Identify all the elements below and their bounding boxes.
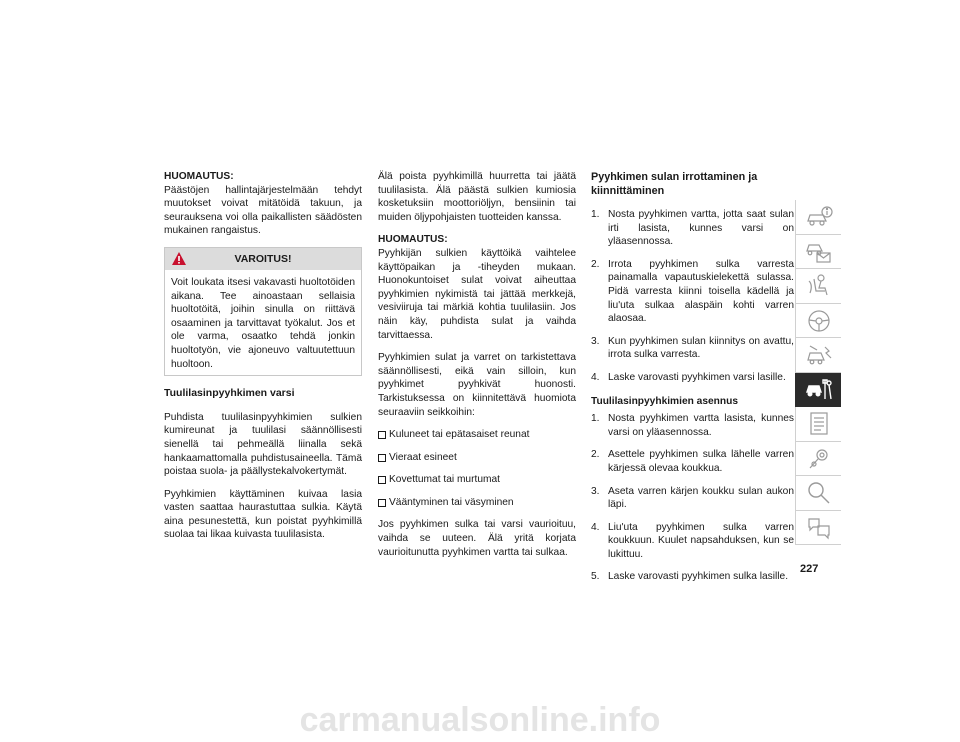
step-item [591,371,794,385]
section-title: Tuulilasinpyyhkimen varsi [164,387,295,400]
step-item [591,258,794,326]
paragraph: Älä poista pyyhkimillä huurretta tai jäätä tuulilasista. Älä päästä sulkien kumiosia kosketuksiin moottoriöljyn, bensiinin tai muiden öljypohjaisten tuotteiden kanssa. [378,171,576,223]
tab-wrench-gear[interactable] [795,442,841,477]
tab-checklist[interactable] [795,407,841,442]
chapter-tabs [795,200,841,545]
tab-car-crash[interactable] [795,338,841,373]
step-text: Laske varovasti pyyhkimen varsi lasille. [608,371,786,383]
bullet-text: Kuluneet tai epätasaiset reunat [389,429,530,441]
car-wrench-icon [805,377,833,402]
note-1 [164,170,362,238]
note-2-title: HUOMAUTUS: [378,234,448,246]
warning-text: Voit loukata itsesi vakavasti huoltotöiden aikana. Tee ainoastaan sellaisia huoltotöitä, joihin sinulla on riittävä osaaminen ja tarvittavat työkalut. Jos et ole varma, osaatko tehdä jonkin huoltotyön, vie ajoneuvo valtuutettuun huoltoon. [171,276,355,370]
magnifier-icon [805,480,833,505]
step-item [591,208,794,249]
paragraph: Pyyhkimien sulat ja varret on tarkistettava säännöllisesti, eikä vain silloin, kun pyyhkimet pyyhkivät huonosti. Tarkistuksessa on kiinnitettävä huomiota seuraaviin seikkoihin: [378,352,576,418]
warning-box [164,247,362,376]
step-item [591,448,794,475]
checkbox-bullet-icon [378,499,386,507]
column-right [591,170,794,594]
step-item [591,485,794,512]
wrench-gear-icon [805,446,833,471]
tab-car-wrench[interactable] [795,373,841,408]
column-left [164,170,362,551]
step-number: 4. [591,521,600,533]
step-number: 3. [591,485,600,497]
step-text: Liu'uta pyyhkimen sulka varren koukkuun. Kuulet napsahduksen, kun se lukittuu. [608,521,794,560]
step-text: Nosta pyyhkimen vartta, jotta saat sulan irti lasista, kunnes varsi on yläasennossa. [608,209,794,248]
step-text: Asettele pyyhkimen sulka lähelle varren kärjessä olevaa koukkua. [608,449,794,474]
checkbox-bullet-icon [378,476,386,484]
note-1-text: Päästöjen hallintajärjestelmään tehdyt muutokset voivat mitätöidä takuun, ja seurauksena voi olla paikallisten säädösten mukainen rangaistus. [164,184,362,237]
step-number: 3. [591,335,600,347]
step-item [591,335,794,362]
page-number: 227 [800,563,819,575]
bullet-text: Kovettumat tai murtumat [389,474,500,486]
seat-person-icon [805,273,833,298]
step-item [591,412,794,439]
tab-car-mail[interactable] [795,235,841,270]
checkbox-bullet-icon [378,431,386,439]
install-steps [591,412,794,584]
step-number: 4. [591,371,600,383]
step-text: Kun pyyhkimen sulan kiinnitys on avattu, irrota sulka varresta. [608,335,794,361]
step-item [591,570,794,584]
warning-header [165,248,361,270]
watermark: carmanualsonline.info [299,701,661,739]
warning-triangle-icon [171,251,187,266]
step-number: 2. [591,258,600,270]
column-middle [378,170,576,568]
step-number: 1. [591,413,600,425]
paragraph: Pyyhkimien käyttäminen kuivaa lasia vasten saattaa haurastuttaa sulkia. Käytä aina pesunestettä, kun poistat pyyhkimillä suolaa tai likaa kuivasta tuulilasista. [164,488,362,541]
procedure-title: Pyyhkimen sulan irrottaminen ja kiinnittäminen [591,171,758,197]
step-text: Aseta varren kärjen koukku sulan aukon läpi. [608,485,794,511]
checkbox-bullet-icon [378,454,386,462]
note-2-text: Pyyhkijän sulkien käyttöikä vaihtelee käyttöpaikan ja -tiheyden mukaan. Huonokuntoiset sulat voivat aiheuttaa pyyhkimien nykimistä tai jättää merkkejä, vesiviiruja tai märkiä kohtia tuulilasiin. Jos näin käy, puhdista sulat ja vaihda tarvittaessa. [378,247,576,341]
bullet-item [378,496,576,510]
step-text: Nosta pyyhkimen vartta lasista, kunnes varsi on yläasennossa. [608,413,794,438]
note-1-title: HUOMAUTUS: [164,171,234,182]
checklist-icon [805,411,833,436]
bullet-text: Vääntyminen tai väsyminen [389,496,514,508]
paragraph: Jos pyyhkimen sulka tai varsi vaurioituu, vaihda se uuteen. Älä yritä korjata vaurioitunutta pyyhkimen vartta tai sulkaa. [378,519,576,558]
note-2 [378,233,576,342]
step-number: 5. [591,571,600,583]
bullet-text: Vieraat esineet [389,451,457,463]
tab-car-info[interactable] [795,200,841,235]
car-crash-icon [805,342,833,367]
procedure-subtitle: Tuulilasinpyyhkimien asennus [591,395,739,407]
tab-magnifier[interactable] [795,476,841,511]
tab-language[interactable] [795,511,841,546]
car-info-icon [805,204,833,229]
step-number: 2. [591,449,600,461]
step-text: Laske varovasti pyyhkimen sulka lasille. [608,571,789,583]
car-mail-icon [805,239,833,264]
bullet-item [378,451,576,465]
tab-seat-person[interactable] [795,269,841,304]
removal-steps [591,208,794,385]
tab-steering-wheel[interactable] [795,304,841,339]
paragraph: Puhdista tuulilasinpyyhkimien sulkien kumireunat ja tuulilasi säännöllisesti sienellä tai pehmeällä liinalla sekä hankaamattomalla puhdistusaineella. Tämä poistaa suola- ja päällystekalvokertymät. [164,411,362,478]
bullet-item [378,473,576,487]
steering-wheel-icon [805,308,833,333]
language-icon [805,515,833,540]
step-item [591,521,794,562]
step-text: Irrota pyyhkimen sulka varresta painamalla vapautuskielekettä sulassa. Pidä varresta kiinni toisella kädellä ja liu'uta sulkaa alaspäin kohti varren alaosaa. [608,258,794,325]
bullet-item [378,428,576,442]
warning-title: VAROITUS! [234,252,292,265]
step-number: 1. [591,209,600,220]
